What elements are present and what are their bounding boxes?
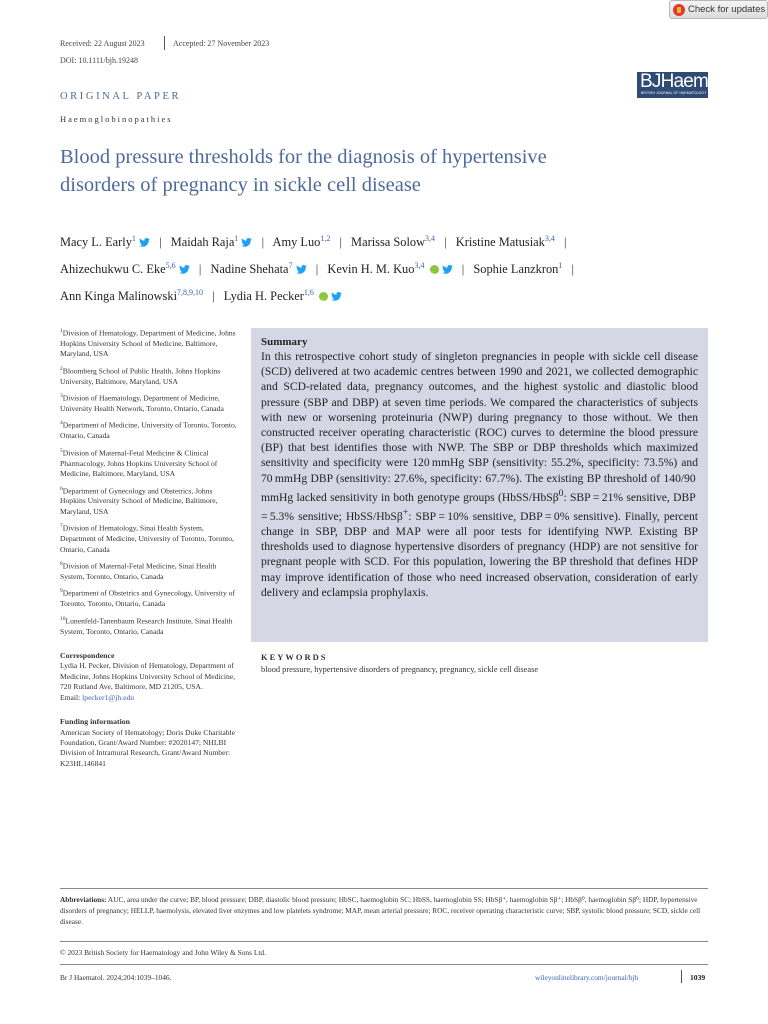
- author-name[interactable]: Ahizechukwu C. Eke: [60, 262, 166, 277]
- abbreviations-divider: [60, 888, 708, 889]
- affiliation-number: 5: [60, 447, 63, 454]
- affiliation: [60, 559, 240, 582]
- journal-logo-subtext: BRITISH JOURNAL OF HAEMATOLOGY: [641, 91, 707, 95]
- affiliation-text: Division of Hematology, Sinai Health System, Department of Medicine, University of Toronto, Toronto, Ontario, Canada: [60, 523, 234, 554]
- affiliation-number: 10: [60, 615, 66, 622]
- funding-text: American Society of Hematology; Doris Duke Charitable Foundation, Grant/Award Number: #2020147; NHLBI Division of Intramural Research, Grant/Award Number: K23HL146841: [60, 727, 236, 768]
- summary-part-1: In this retrospective cohort study of singleton pregnancies in people with sickle cell disease (SCD) delivered at two academic centres between 1990 and 2021, we collected demographic and SCD-related data, pregnancy outcomes, and the highest systolic and diastolic blood pressure (SBP and DBP) at seven time periods. We compared the characteristics of subjects with new or worsening proteinuria (NWP) during pregnancy to those without. We then constructed receiver operating characteristic (ROC) curves to determine the blood pressure (BP) that best identifies those with NWP. The SBP or DBP thresholds which maximized sensitivity and specificity were 120 mmHg SBP (sensitivity: 55.2%, specificity: 73.5%) and 70 mmHg DBP (sensitivity: 27.6%, specificity: 67.7%). The existing BP threshold of 140/90 mmHg lacked sensitivity in both genotype groups (HbSS/HbSβ: [261, 350, 698, 504]
- author-separator: |: [461, 262, 465, 277]
- correspondence-heading: Correspondence: [60, 651, 115, 661]
- author-separator: |: [212, 289, 215, 304]
- affiliation-number: 4: [60, 420, 63, 427]
- title-line-1: Blood pressure thresholds for the diagnosis of hypertensive: [60, 146, 547, 168]
- keywords-text: blood pressure, hypertensive disorders of pregnancy, pregnancy, sickle cell disease: [261, 665, 539, 674]
- orcid-icon[interactable]: [319, 292, 328, 301]
- affiliation-text: Division of Hematology, Department of Medicine, Johns Hopkins University School of Medicine, Baltimore, Maryland, USA: [60, 328, 236, 359]
- affiliation-number: 6: [60, 485, 63, 492]
- footer-separator: [681, 970, 682, 983]
- author-affil-sup: 1: [234, 234, 239, 243]
- twitter-icon[interactable]: [241, 238, 252, 247]
- author-list: [60, 227, 720, 308]
- email-label: Email:: [60, 692, 83, 702]
- summary-text: [261, 349, 698, 600]
- crossmark-icon: [673, 4, 685, 16]
- author-separator: |: [198, 262, 202, 277]
- twitter-icon[interactable]: [331, 292, 342, 301]
- author-affil-sup: 1: [558, 261, 563, 271]
- correspondence-text: Lydia H. Pecker, Division of Hematology, Department of Medicine, Johns Hopkins University School of Medicine, 720 Rutland Ave, Baltimore, MD 21205, USA.: [60, 661, 236, 692]
- author-name[interactable]: Amy Luo: [272, 235, 321, 250]
- author-affil-sup: 7,8,9,10: [177, 288, 204, 298]
- author-name[interactable]: Macy L. Early: [60, 235, 132, 250]
- author-affil-sup: 3,4: [544, 234, 555, 243]
- author-separator: |: [571, 262, 574, 277]
- affiliation: [60, 364, 240, 387]
- twitter-icon[interactable]: [442, 265, 453, 274]
- author-name[interactable]: Kevin H. M. Kuo: [327, 262, 415, 277]
- author-separator: |: [159, 235, 162, 250]
- author-separator: |: [339, 235, 342, 250]
- copyright: © 2023 British Society for Haematology and John Wiley & Sons Ltd.: [60, 948, 266, 957]
- funding-block: [60, 717, 240, 769]
- abbreviations-text: AUC, area under the curve; BP, blood pressure; DBP, diastolic blood pressure; HbSC, haemoglobin SC; HbSS, haemoglobin SS; HbSβ⁺, haemoglobin Sβ⁺; HbSβ⁰, haemoglobin Sβ⁰; HDP, hypertensive disorders of pregnancy; HELLP, haemolysis, elevated liver enzymes and low platelets syndrome; MAP, mean arterial pressure; ROC, receiver operating characteristic curve; SBP, systolic blood pressure; SCD, sickle cell disease.: [60, 895, 701, 926]
- author-separator: |: [444, 235, 447, 250]
- summary-heading: Summary: [261, 336, 308, 348]
- affiliation: [60, 521, 240, 555]
- twitter-icon[interactable]: [139, 238, 150, 247]
- author-name[interactable]: Ann Kinga Malinowski: [60, 289, 178, 304]
- footer-divider: [60, 964, 708, 965]
- twitter-icon[interactable]: [179, 265, 190, 274]
- affiliation-number: 9: [60, 588, 63, 595]
- footer-journal-link[interactable]: wileyonlinelibrary.com/journal/bjh: [535, 973, 639, 982]
- abbreviations-label: Abbreviations:: [60, 895, 107, 904]
- article-type: ORIGINAL PAPER: [60, 91, 182, 102]
- author-name[interactable]: Nadine Shehata: [210, 262, 289, 277]
- article-category: Haemoglobinopathies: [60, 114, 173, 124]
- check-for-updates-label: Check for updates: [688, 4, 766, 15]
- summary-part-3: : SBP = 10% sensitive, DBP = 0% sensitive). Finally, percent change in SBP, DBP and MAP were all poor tests for identifying NWP. Existing BP thresholds used to diagnose hypertensive disorders of pregnancy (HDP) are not sensitive for pregnant people with SCD. For this population, lowering the BP threshold that defines HDP may improve identification of those who need increased observation, consideration of early delivery and eclampsia prophylaxis.: [261, 509, 698, 599]
- affiliation-number: 7: [60, 523, 63, 530]
- author-separator: |: [315, 262, 319, 277]
- journal-logo: [637, 72, 708, 98]
- author-line-1: [60, 227, 720, 254]
- affiliation: [60, 446, 240, 480]
- affiliation: [60, 326, 240, 360]
- author-name[interactable]: Maidah Raja: [170, 235, 235, 250]
- journal-logo-text: BJHaem: [640, 71, 709, 92]
- keywords-heading: KEYWORDS: [261, 652, 328, 662]
- affiliation-number: 1: [60, 328, 63, 334]
- affiliation-number: 3: [60, 393, 63, 400]
- author-affil-sup: 3,4: [425, 234, 436, 243]
- orcid-icon[interactable]: [430, 265, 439, 274]
- footer-citation: Br J Haematol. 2024;204:1039–1046.: [60, 973, 172, 982]
- funding-heading: Funding information: [60, 717, 130, 727]
- author-affil-sup: 7: [288, 261, 293, 271]
- author-affil-sup: 1,2: [320, 234, 331, 243]
- correspondence-block: [60, 651, 240, 703]
- title-line-2: disorders of pregnancy in sickle cell disease: [60, 174, 421, 196]
- affiliation: [60, 614, 240, 637]
- author-line-3: [60, 281, 720, 308]
- author-affil-sup: 1,6: [303, 288, 314, 298]
- affiliation-text: Department of Gynecology and Obstetrics, Johns Hopkins University School of Medicine, Baltimore, Maryland, USA: [60, 486, 218, 516]
- affiliation-text: Division of Maternal-Fetal Medicine, Sinai Health System, Toronto, Ontario, Canada: [60, 561, 217, 581]
- copyright-divider: [60, 941, 708, 942]
- summary-part-2: : SBP = 21% sensitive, DBP = 5.3% sensitive; HbSS/HbSβ: [261, 490, 698, 523]
- affiliation-number: 2: [60, 365, 63, 372]
- doi: DOI: 10.1111/bjh.19248: [60, 56, 138, 65]
- correspondence-email-line: [60, 693, 240, 703]
- author-affil-sup: 1: [131, 234, 136, 243]
- author-affil-sup: 5,6: [165, 261, 176, 271]
- summary-sup-1: 0: [558, 487, 564, 499]
- author-line-2: [60, 254, 720, 281]
- summary-sup-2: +: [402, 506, 409, 518]
- twitter-icon[interactable]: [296, 265, 307, 274]
- meta-divider: [164, 36, 165, 50]
- affiliation: [60, 418, 240, 441]
- affiliation: [60, 391, 240, 414]
- affiliation-text: Bloomberg School of Public Health, Johns Hopkins University, Baltimore, Maryland, USA: [60, 366, 221, 386]
- abbreviations: [60, 895, 708, 927]
- author-affil-sup: 3,4: [414, 261, 425, 271]
- affiliation: [60, 586, 240, 609]
- email-link[interactable]: lpecker1@jh.edu: [82, 692, 135, 702]
- author-separator: |: [564, 235, 567, 250]
- author-name[interactable]: Kristine Matusiak: [455, 235, 545, 250]
- affiliations-column: [60, 326, 240, 783]
- affiliation: [60, 484, 240, 518]
- affiliation-text: Lunenfeld-Tanenbaum Research Institute, Sinai Health System, Toronto, Ontario, Canada: [60, 616, 233, 636]
- article-title: [60, 143, 700, 199]
- affiliation-text: Department of Obstetrics and Gynecology, University of Toronto, Toronto, Ontario, Canada: [60, 588, 235, 609]
- received-date: Received: 22 August 2023: [60, 39, 145, 48]
- check-for-updates-button[interactable]: [669, 0, 768, 19]
- author-name[interactable]: Marissa Solow: [351, 235, 426, 250]
- author-name[interactable]: Sophie Lanzkron: [473, 262, 559, 277]
- affiliation-text: Department of Medicine, University of Toronto, Toronto, Ontario, Canada: [60, 420, 237, 441]
- affiliation-number: 8: [60, 561, 63, 568]
- page-number: 1039: [690, 973, 706, 982]
- affiliation-text: Division of Haematology, Department of Medicine, University Health Network, Toronto, Ontario, Canada: [60, 393, 224, 414]
- affiliations-list: [60, 326, 240, 637]
- author-separator: |: [261, 235, 265, 250]
- accepted-date: Accepted: 27 November 2023: [173, 39, 270, 48]
- affiliation-text: Division of Maternal-Fetal Medicine & Clinical Pharmacology, Johns Hopkins University School of Medicine, Baltimore, Maryland, USA: [60, 448, 218, 479]
- author-name[interactable]: Lydia H. Pecker: [223, 289, 304, 304]
- summary-box: [251, 328, 708, 642]
